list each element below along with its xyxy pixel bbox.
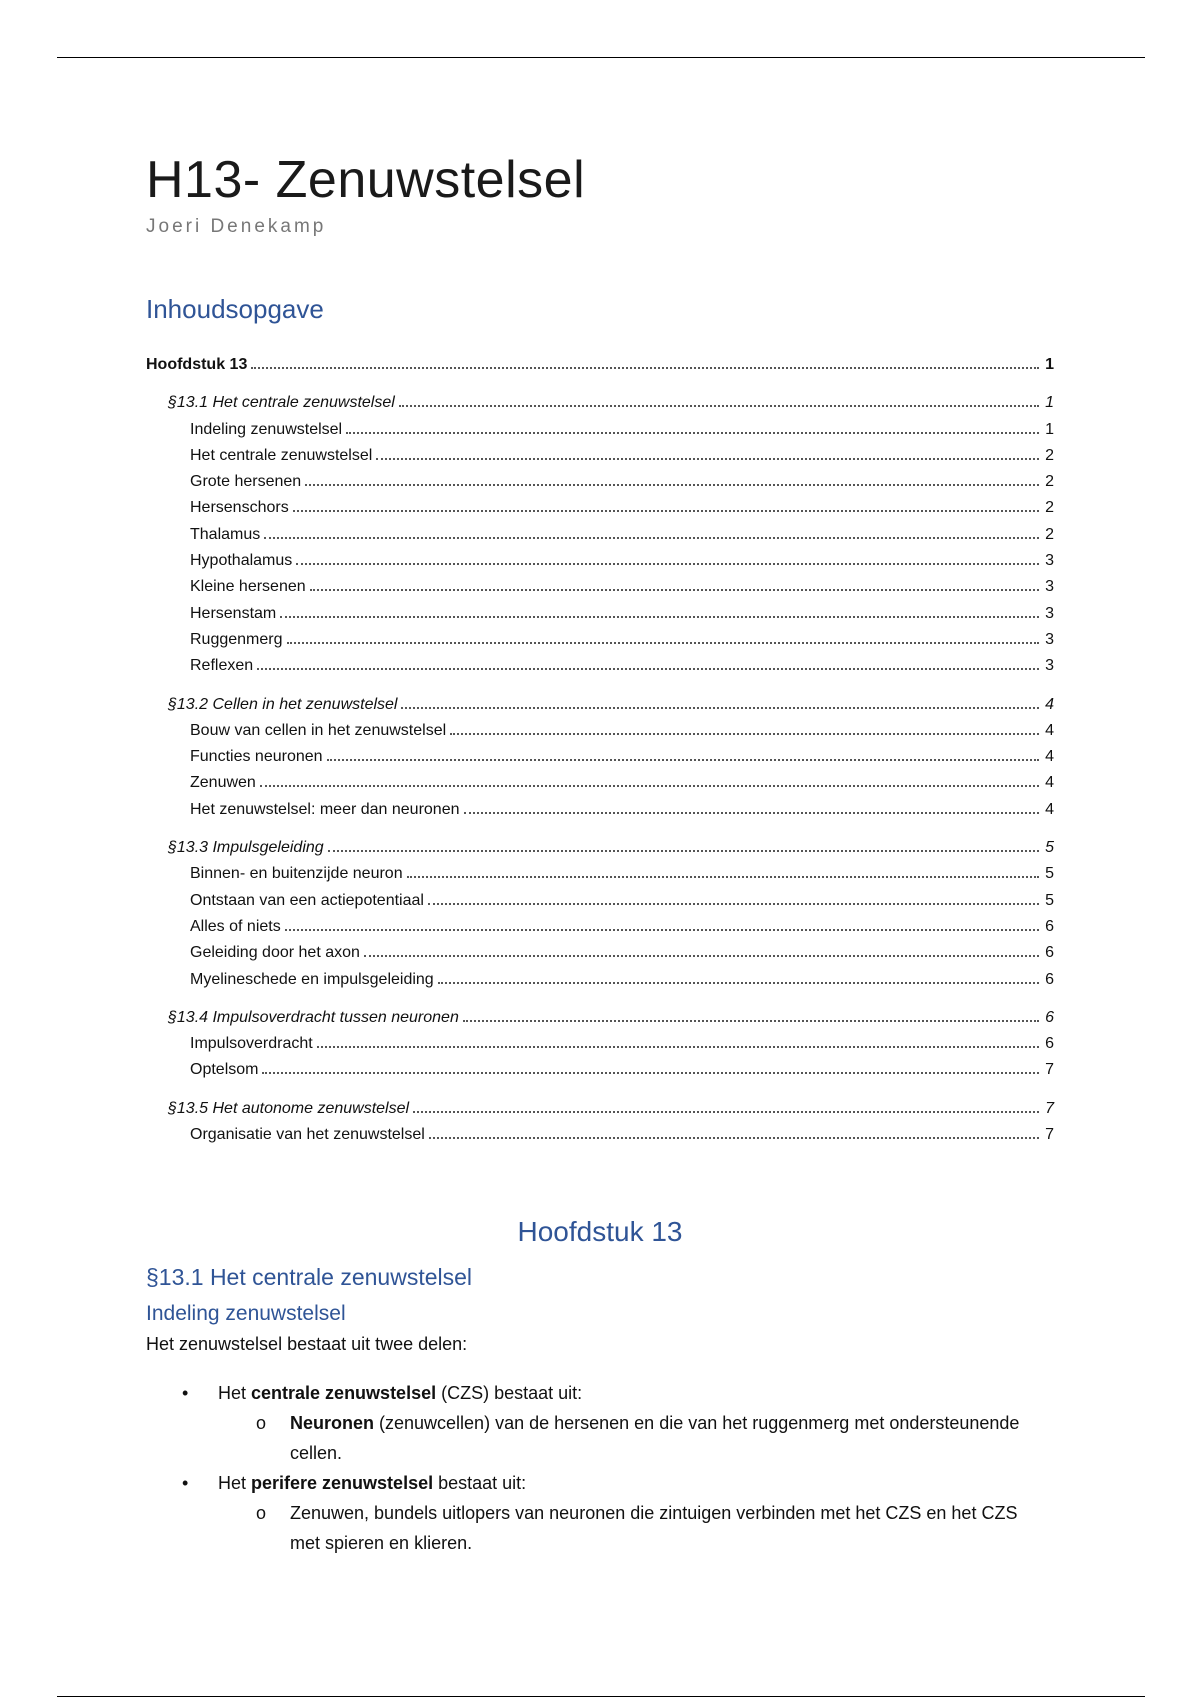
list-item-text: Het [218, 1473, 252, 1493]
toc-entry-label: Hersenschors [190, 499, 289, 517]
bullet-marker: • [182, 1473, 189, 1493]
toc-leader-dots [450, 733, 1039, 735]
toc-entry-label: Indeling zenuwstelsel [190, 420, 343, 438]
toc-leader-dots [413, 1111, 1039, 1113]
toc-entry-page: 2 [1045, 446, 1054, 464]
toc-entry[interactable] [146, 1096, 1054, 1122]
toc-entry[interactable] [146, 653, 1054, 679]
toc-leader-dots [257, 668, 1039, 670]
toc-leader-dots [287, 642, 1040, 644]
toc-entry-page: 5 [1045, 865, 1054, 883]
toc-leader-dots [260, 785, 1039, 787]
document-author: Joeri Denekamp [146, 216, 327, 237]
bullet-marker: • [182, 1383, 189, 1403]
toc-entry-page: 3 [1045, 552, 1054, 570]
toc-entry-page: 1 [1045, 394, 1054, 412]
list-item-bold: centrale zenuwstelsel [251, 1383, 437, 1403]
toc-entry[interactable] [146, 718, 1054, 744]
toc-entry-page: 2 [1045, 499, 1054, 517]
toc-entry-label: Myelineschede en impulsgeleiding [190, 970, 434, 988]
list-item-text: (CZS) bestaat uit: [436, 1383, 583, 1403]
toc-leader-dots [262, 1072, 1039, 1074]
toc-leader-dots [463, 1020, 1039, 1022]
toc-leader-dots [310, 589, 1039, 591]
toc-entry[interactable] [146, 352, 1054, 378]
toc-entry-page: 4 [1045, 748, 1054, 766]
toc-entry[interactable] [146, 1057, 1054, 1083]
toc-entry[interactable] [146, 1122, 1054, 1148]
toc-entry-label: Organisatie van het zenuwstelsel [190, 1126, 425, 1144]
toc-leader-dots [346, 432, 1039, 434]
list-item [146, 1468, 1054, 1498]
toc-entry[interactable] [146, 744, 1054, 770]
toc-leader-dots [328, 850, 1039, 852]
intro-paragraph: Het zenuwstelsel bestaat uit twee delen: [146, 1334, 468, 1354]
sub-list-item [146, 1498, 1054, 1558]
toc-entry[interactable] [146, 443, 1054, 469]
toc-leader-dots [327, 759, 1039, 761]
toc-entry[interactable] [146, 1005, 1054, 1031]
toc-entry[interactable] [146, 797, 1054, 823]
toc-entry-label: Reflexen [190, 657, 254, 675]
toc-entry-label: Ruggenmerg [190, 630, 283, 648]
toc-entry-page: 5 [1045, 839, 1054, 857]
toc-entry[interactable] [146, 548, 1054, 574]
toc-entry-label: §13.2 Cellen in het zenuwstelsel [168, 695, 398, 713]
toc-entry-label: Impulsoverdracht [190, 1035, 313, 1053]
toc-entry[interactable] [146, 495, 1054, 521]
toc-leader-dots [317, 1046, 1039, 1048]
toc-entry-page: 4 [1045, 721, 1054, 739]
sub-item-text: (zenuwcellen) van de hersenen en die van het ruggenmerg met ondersteunende cellen. [290, 1413, 1020, 1463]
toc-entry-page: 4 [1045, 695, 1054, 713]
toc-leader-dots [251, 367, 1039, 369]
toc-entry-label: Het centrale zenuwstelsel [190, 446, 373, 464]
toc-entry-page: 4 [1045, 774, 1054, 792]
toc-entry-label: Geleiding door het axon [190, 944, 360, 962]
toc-entry[interactable] [146, 888, 1054, 914]
toc-leader-dots [285, 929, 1039, 931]
toc-entry-label: Alles of niets [190, 917, 281, 935]
toc-leader-dots [438, 982, 1039, 984]
sub-item-text: Zenuwen, bundels uitlopers van neuronen die zintuigen verbinden met het CZS en het CZS met spieren en klieren. [290, 1503, 1018, 1553]
toc-entry-label: Ontstaan van een actiepotentiaal [190, 891, 424, 909]
toc-entry-page: 7 [1045, 1099, 1054, 1117]
toc-entry-page: 6 [1045, 917, 1054, 935]
toc-entry-page: 3 [1045, 578, 1054, 596]
toc-entry-label: Het zenuwstelsel: meer dan neuronen [190, 800, 460, 818]
toc-entry-label: Binnen- en buitenzijde neuron [190, 865, 403, 883]
list-item-bold: perifere zenuwstelsel [251, 1473, 434, 1493]
toc-leader-dots [293, 510, 1039, 512]
toc-leader-dots [280, 616, 1039, 618]
sub-list-item [146, 1408, 1054, 1468]
subsection-title: Indeling zenuwstelsel [146, 1302, 346, 1325]
toc-entry-label: Hersenstam [190, 604, 277, 622]
toc-entry-label: Grote hersenen [190, 473, 302, 491]
toc-entry[interactable] [146, 914, 1054, 940]
toc-entry-page: 3 [1045, 604, 1054, 622]
toc-entry[interactable] [146, 469, 1054, 495]
toc-entry-page: 7 [1045, 1061, 1054, 1079]
toc-entry-label: Functies neuronen [190, 748, 323, 766]
section-title: §13.1 Het centrale zenuwstelsel [146, 1264, 473, 1290]
sub-item-bold: Neuronen [290, 1413, 375, 1433]
toc-entry-page: 5 [1045, 891, 1054, 909]
toc-entry[interactable] [146, 692, 1054, 718]
toc-entry-label: §13.1 Het centrale zenuwstelsel [168, 394, 395, 412]
toc-entry[interactable] [146, 627, 1054, 653]
toc-entry-page: 4 [1045, 800, 1054, 818]
toc-leader-dots [364, 955, 1039, 957]
toc-entry-page: 6 [1045, 1035, 1054, 1053]
toc-entry-page: 3 [1045, 657, 1054, 675]
toc-entry-label: Bouw van cellen in het zenuwstelsel [190, 721, 447, 739]
toc-heading: Inhoudsopgave [146, 294, 324, 324]
toc-entry-label: Kleine hersenen [190, 578, 306, 596]
toc-entry[interactable] [146, 940, 1054, 966]
toc-leader-dots [305, 484, 1039, 486]
toc-entry[interactable] [146, 601, 1054, 627]
list-item [146, 1378, 1054, 1408]
toc-entry-label: §13.5 Het autonome zenuwstelsel [168, 1099, 410, 1117]
list-item-text: bestaat uit: [433, 1473, 527, 1493]
toc-entry-page: 3 [1045, 630, 1054, 648]
toc-entry-label: Thalamus [190, 525, 261, 543]
toc-entry-label: Optelsom [190, 1061, 259, 1079]
toc-entry-page: 6 [1045, 944, 1054, 962]
toc-leader-dots [264, 537, 1039, 539]
toc-entry-page: 2 [1045, 525, 1054, 543]
toc-leader-dots [428, 903, 1039, 905]
toc-entry-label: §13.4 Impulsoverdracht tussen neuronen [168, 1008, 459, 1026]
bullet-list [146, 1378, 1054, 1558]
sub-bullet-marker: o [256, 1503, 267, 1523]
toc-entry-label: §13.3 Impulsgeleiding [168, 839, 324, 857]
toc-leader-dots [407, 876, 1039, 878]
toc-leader-dots [399, 405, 1039, 407]
toc-entry[interactable] [146, 574, 1054, 600]
toc-leader-dots [296, 563, 1039, 565]
toc-entry[interactable] [146, 861, 1054, 887]
chapter-title: Hoofdstuk 13 [517, 1216, 683, 1247]
toc-leader-dots [401, 707, 1039, 709]
toc-entry[interactable] [146, 417, 1054, 443]
toc-entry[interactable] [146, 522, 1054, 548]
sub-bullet-marker: o [256, 1413, 267, 1433]
toc-entry-page: 2 [1045, 473, 1054, 491]
toc-entry[interactable] [146, 1031, 1054, 1057]
toc-entry[interactable] [146, 390, 1054, 416]
document-title: H13- Zenuwstelsel [146, 151, 586, 209]
toc-entry[interactable] [146, 770, 1054, 796]
toc-entry-label: Hoofdstuk 13 [146, 356, 248, 373]
toc-leader-dots [429, 1137, 1039, 1139]
toc-leader-dots [376, 458, 1039, 460]
toc-entry-page: 7 [1045, 1126, 1054, 1144]
header-rule [57, 57, 1145, 58]
toc-entry[interactable] [146, 835, 1054, 861]
toc-entry-page: 6 [1045, 1008, 1054, 1026]
toc-entry[interactable] [146, 967, 1054, 993]
table-of-contents [146, 352, 1054, 1148]
toc-entry-label: Zenuwen [190, 774, 256, 792]
toc-entry-page: 6 [1045, 970, 1054, 988]
toc-entry-page: 1 [1045, 420, 1054, 438]
toc-entry-page: 1 [1045, 356, 1054, 373]
toc-entry-label: Hypothalamus [190, 552, 293, 570]
list-item-text: Het [218, 1383, 252, 1403]
footer-rule [57, 1696, 1145, 1697]
toc-leader-dots [464, 812, 1040, 814]
